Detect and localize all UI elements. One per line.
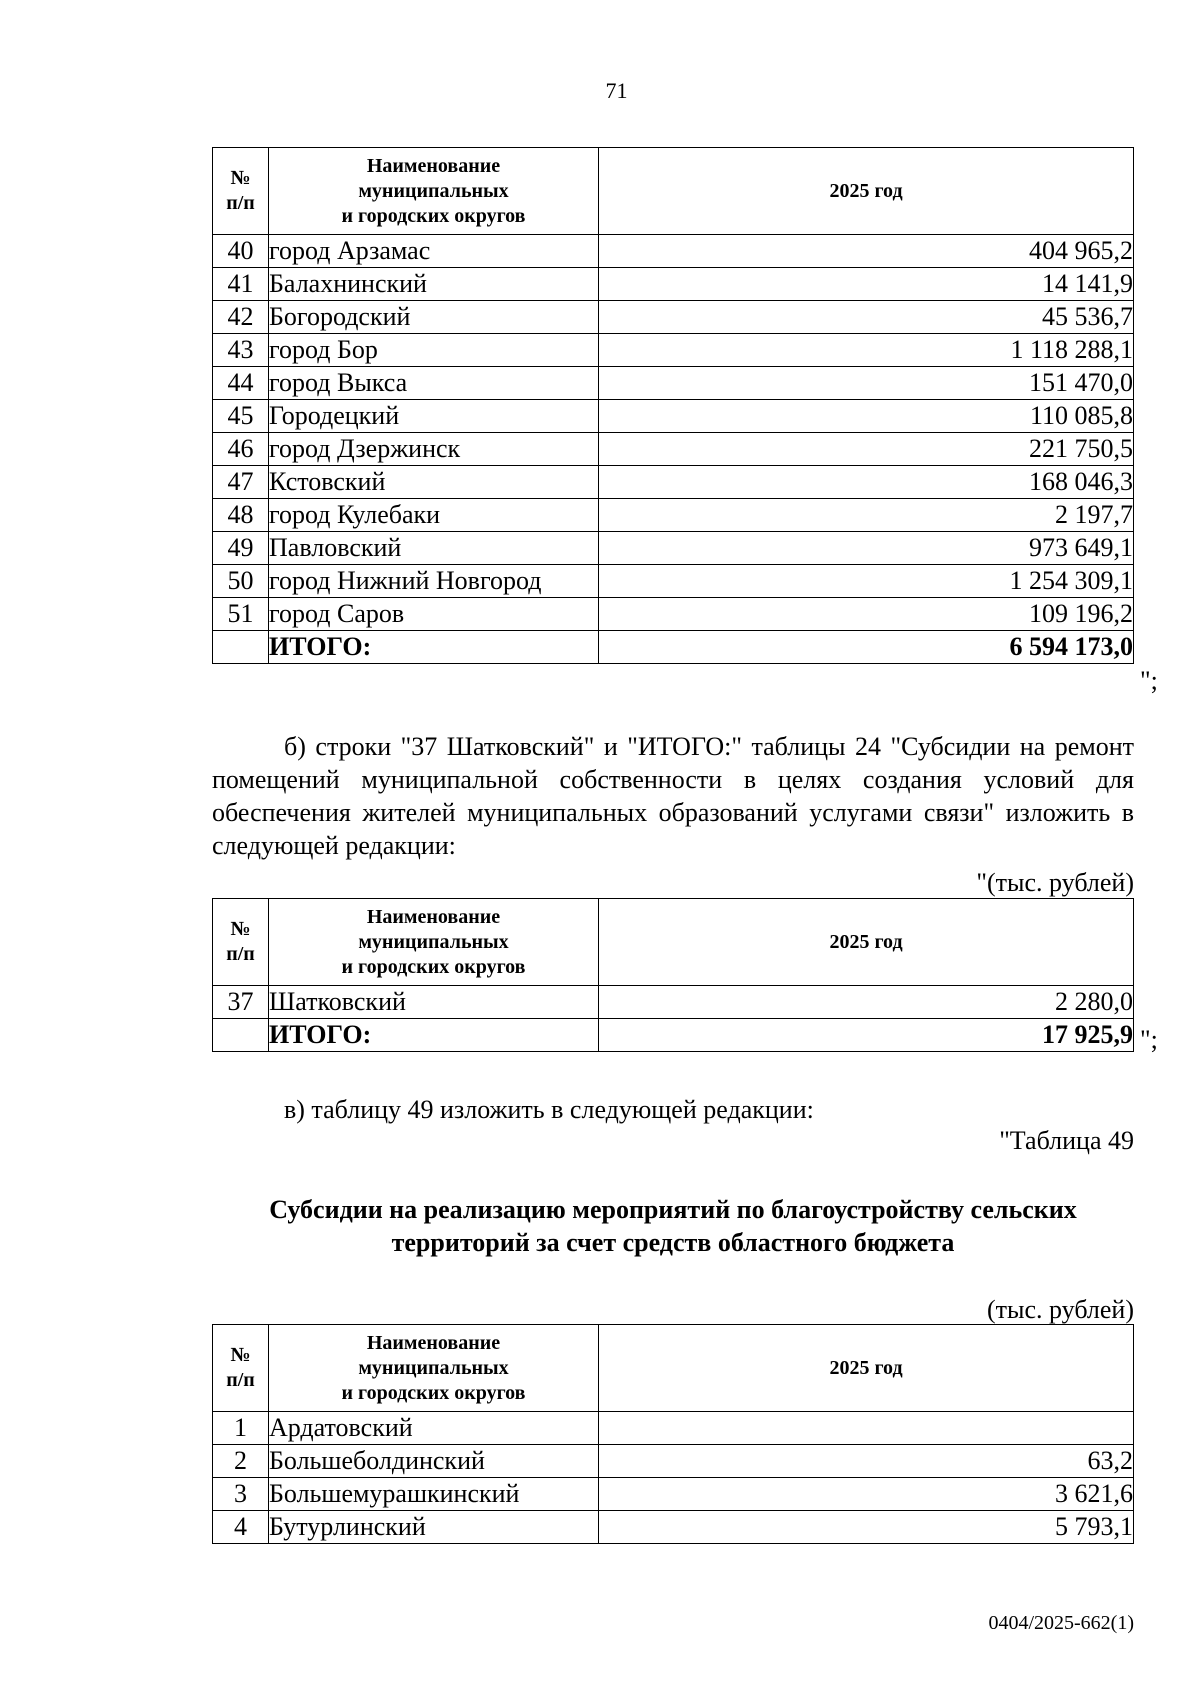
paragraph-b [212,730,1134,862]
row-name: город Дзержинск [269,433,599,466]
row-value: 151 470,0 [599,367,1134,400]
row-name: Шатковский [269,986,599,1019]
row-value [599,1412,1134,1445]
total-row [213,1019,1134,1052]
closing-quote: "; [1140,666,1158,695]
table-row [213,1445,1134,1478]
row-value: 168 046,3 [599,466,1134,499]
paragraph-b-text: б) строки "37 Шатковский" и "ИТОГО:" таблицы 24 "Субсидии на ремонт помещений муниципальной собственности в целях создания условий для обеспечения жителей муниципальных образований услугами связи" изложить в следующей редакции: [212,732,1134,860]
total-label: ИТОГО: [269,631,599,664]
header-year: 2025 год [599,899,1134,986]
row-name: Большеболдинский [269,1445,599,1478]
title-line-1: Субсидии на реализацию мероприятий по благоустройству сельских [269,1195,1077,1224]
row-num: 41 [213,268,269,301]
header-num: № п/п [213,899,269,986]
row-name: Бутурлинский [269,1511,599,1544]
row-value: 5 793,1 [599,1511,1134,1544]
row-num: 46 [213,433,269,466]
document-code: 0404/2025-662(1) [988,1612,1134,1634]
header-name: Наименование муниципальных и городских округов [269,148,599,235]
header-num: № п/п [213,148,269,235]
header-year: 2025 год [599,148,1134,235]
row-num: 3 [213,1478,269,1511]
total-num-cell [213,631,269,664]
row-value: 3 621,6 [599,1478,1134,1511]
title-line-2: территорий за счет средств областного бюджета [391,1228,955,1257]
row-value: 63,2 [599,1445,1134,1478]
row-num: 44 [213,367,269,400]
row-num: 48 [213,499,269,532]
table-row [213,532,1134,565]
header-name: Наименование муниципальных и городских округов [269,899,599,986]
row-name: Балахнинский [269,268,599,301]
paragraph-v-text: в) таблицу 49 изложить в следующей редакции: [284,1095,814,1124]
header-name: Наименование муниципальных и городских округов [269,1325,599,1412]
row-num: 37 [213,986,269,1019]
total-value: 6 594 173,0 [599,631,1134,664]
row-name: город Бор [269,334,599,367]
row-value: 1 118 288,1 [599,334,1134,367]
row-value: 45 536,7 [599,301,1134,334]
unit-label: (тыс. рублей) [986,1295,1134,1324]
paragraph-v [212,1093,1134,1126]
row-value: 221 750,5 [599,433,1134,466]
row-num: 50 [213,565,269,598]
table-row [213,466,1134,499]
table-row [213,400,1134,433]
row-value: 973 649,1 [599,532,1134,565]
total-num-cell [213,1019,269,1052]
table-row [213,1412,1134,1445]
table-row [213,268,1134,301]
table-row [213,433,1134,466]
row-value: 404 965,2 [599,235,1134,268]
row-value: 109 196,2 [599,598,1134,631]
table-subsidies-2 [212,898,1134,1052]
row-name: город Кулебаки [269,499,599,532]
row-value: 1 254 309,1 [599,565,1134,598]
total-value: 17 925,9 [599,1019,1134,1052]
row-num: 1 [213,1412,269,1445]
row-num: 42 [213,301,269,334]
table-row [213,499,1134,532]
row-name: Богородский [269,301,599,334]
unit-label: "(тыс. рублей) [976,868,1134,897]
table-subsidies-3 [212,1324,1134,1544]
row-value: 2 197,7 [599,499,1134,532]
table-row [213,301,1134,334]
row-name: город Выкса [269,367,599,400]
page-number: 71 [605,78,628,103]
row-num: 40 [213,235,269,268]
row-num: 49 [213,532,269,565]
table-row [213,598,1134,631]
row-num: 51 [213,598,269,631]
table-row [213,235,1134,268]
table-row [213,1478,1134,1511]
header-num: № п/п [213,1325,269,1412]
row-num: 47 [213,466,269,499]
table-row [213,1511,1134,1544]
row-name: город Арзамас [269,235,599,268]
table-label: "Таблица 49 [999,1126,1134,1155]
row-name: город Саров [269,598,599,631]
table-row [213,565,1134,598]
table-row [213,367,1134,400]
closing-quote: "; [1140,1025,1158,1054]
table-subsidies-1 [212,147,1134,664]
section-title [212,1193,1134,1259]
total-row [213,631,1134,664]
row-value: 110 085,8 [599,400,1134,433]
row-value: 14 141,9 [599,268,1134,301]
row-num: 43 [213,334,269,367]
row-num: 45 [213,400,269,433]
row-value: 2 280,0 [599,986,1134,1019]
table-row [213,986,1134,1019]
row-name: Кстовский [269,466,599,499]
row-name: Павловский [269,532,599,565]
row-name: Городецкий [269,400,599,433]
row-name: город Нижний Новгород [269,565,599,598]
row-name: Ардатовский [269,1412,599,1445]
header-year: 2025 год [599,1325,1134,1412]
row-name: Большемурашкинский [269,1478,599,1511]
row-num: 2 [213,1445,269,1478]
table-row [213,334,1134,367]
row-num: 4 [213,1511,269,1544]
total-label: ИТОГО: [269,1019,599,1052]
